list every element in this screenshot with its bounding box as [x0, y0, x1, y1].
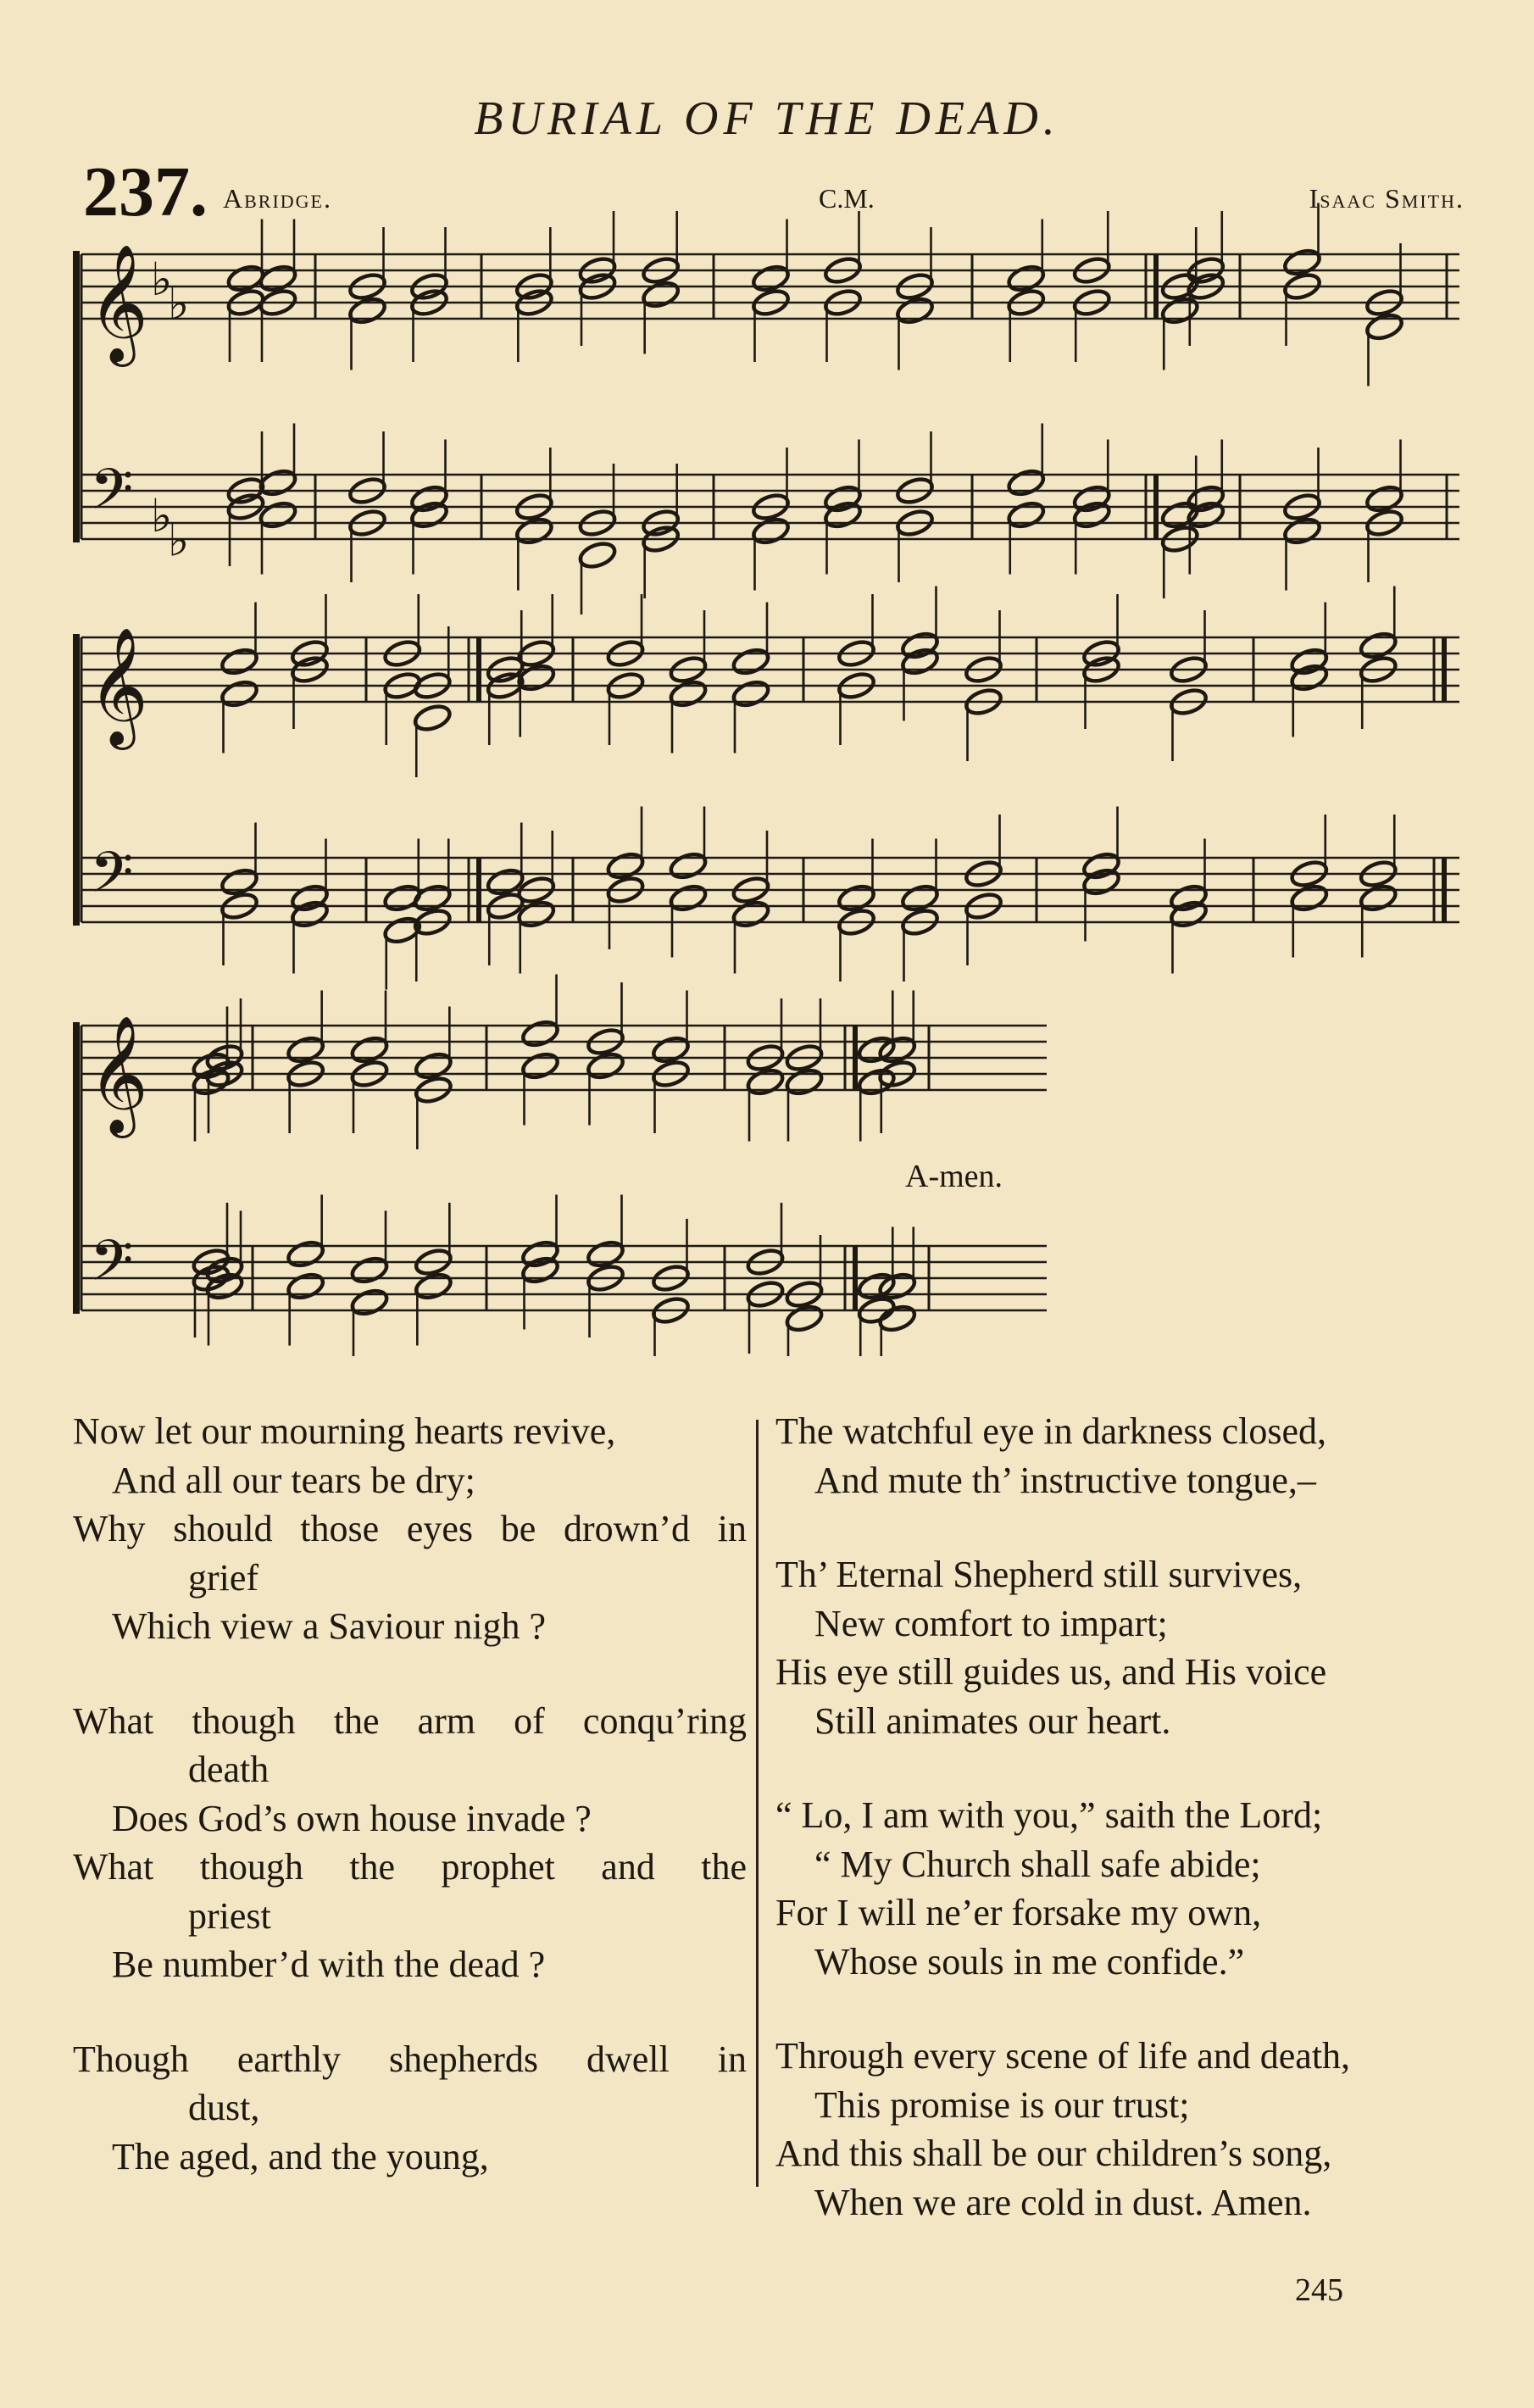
half-note — [1282, 247, 1323, 278]
verse-line: And mute th’ instructive tongue,– — [814, 1459, 1316, 1501]
half-note — [1289, 662, 1330, 693]
column-divider — [756, 1420, 759, 2187]
half-note — [520, 1254, 561, 1286]
half-note — [347, 295, 388, 326]
bass-clef: 𝄢 — [90, 457, 134, 536]
half-note — [751, 515, 792, 547]
half-note — [349, 1034, 390, 1065]
verse-line: What though the prophet and the — [73, 1846, 747, 1888]
half-note — [220, 866, 260, 898]
half-note — [1071, 499, 1112, 531]
flat-sign: ♭ — [151, 253, 173, 306]
half-note — [605, 850, 646, 881]
stanza — [775, 1791, 1462, 1986]
half-note — [577, 540, 618, 571]
half-note — [1289, 882, 1330, 914]
half-note — [1358, 630, 1398, 661]
verse-line: Th’ Eternal Shepherd still survives, — [775, 1554, 1303, 1595]
verse-line: This promise is our trust; — [814, 2083, 1190, 2126]
half-note — [1006, 499, 1047, 531]
half-note — [745, 1066, 786, 1098]
verses-left-column — [73, 1407, 747, 2227]
half-note — [784, 1066, 825, 1098]
half-note — [784, 1303, 825, 1334]
half-note — [258, 263, 298, 294]
half-note — [856, 1066, 897, 1098]
half-note — [286, 1271, 326, 1302]
half-note — [877, 1303, 918, 1334]
verses-right-column — [775, 1407, 1462, 2272]
verse-line: grief — [188, 1556, 259, 1599]
flat-sign: ♭ — [168, 276, 190, 331]
composer-name: Isaac Smith. — [1309, 183, 1465, 214]
half-note — [668, 882, 709, 914]
half-note — [731, 646, 771, 677]
half-note — [413, 1271, 453, 1302]
half-note — [220, 678, 260, 709]
half-note — [895, 295, 936, 326]
stanza — [73, 1697, 747, 1989]
half-note — [258, 467, 298, 498]
hymn-meter: C.M. — [819, 183, 875, 214]
half-note — [220, 646, 260, 677]
stanza — [73, 2035, 747, 2182]
verse-line: The watchful eye in darkness closed, — [775, 1410, 1326, 1452]
half-note — [1006, 263, 1047, 294]
half-note — [586, 1238, 626, 1270]
verse-line: Does God’s own house invade ? — [112, 1797, 592, 1839]
half-note — [836, 882, 877, 914]
half-note — [668, 678, 709, 709]
half-note — [349, 1287, 390, 1318]
stanza — [775, 1550, 1462, 1745]
verse-line: When we are cold in dust. Amen. — [814, 2181, 1312, 2223]
flat-sign: ♭ — [168, 513, 190, 567]
verse-line: Though earthly shepherds dwell in — [73, 2038, 747, 2080]
half-note — [204, 1271, 245, 1302]
verse-line: The aged, and the young, — [112, 2135, 489, 2177]
bass-clef: 𝄢 — [90, 840, 134, 919]
bass-clef: 𝄢 — [90, 1228, 134, 1307]
half-note — [1358, 882, 1398, 914]
verse-line: Whose souls in me confide.” — [814, 1940, 1245, 1983]
verse-line: And this shall be our children’s song, — [775, 2133, 1332, 2174]
verse-line: For I will ne’er forsake my own, — [775, 1892, 1262, 1933]
verse-line: death — [188, 1749, 270, 1790]
half-note — [1169, 898, 1209, 930]
verse-line: “ My Church shall safe abide; — [814, 1843, 1261, 1885]
tune-name: Abridge. — [223, 183, 332, 214]
half-note — [823, 499, 864, 531]
half-note — [409, 499, 450, 531]
half-note — [641, 279, 681, 310]
half-note — [290, 898, 331, 930]
verse-line: dust, — [188, 2087, 260, 2128]
half-note — [751, 263, 792, 294]
half-note — [413, 1050, 453, 1082]
half-note — [1364, 483, 1405, 514]
half-note — [1159, 295, 1200, 326]
flat-sign: ♭ — [151, 489, 173, 542]
verse-line: Be number’d with the dead ? — [112, 1944, 546, 1985]
verse-line: New comfort to impart; — [814, 1602, 1168, 1644]
half-note — [286, 1034, 326, 1065]
stanza — [775, 2032, 1462, 2227]
half-note — [731, 898, 771, 930]
half-note — [1006, 467, 1047, 498]
verse-line: priest — [188, 1894, 271, 1937]
treble-clef: 𝄞 — [88, 627, 148, 745]
half-note — [514, 515, 554, 547]
half-note — [520, 1018, 561, 1049]
verse-line: Why should those eyes be drown’d in — [73, 1508, 747, 1549]
amen-label: A-men. — [905, 1159, 1003, 1194]
half-note — [520, 1050, 561, 1082]
half-note — [731, 678, 771, 709]
verse-line: “ Lo, I am with you,” saith the Lord; — [775, 1794, 1323, 1836]
stanza — [775, 1407, 1462, 1504]
verse-line: And all our tears be dry; — [112, 1459, 475, 1501]
verse-line: Through every scene of life and death, — [775, 2035, 1351, 2077]
stanza — [73, 1407, 747, 1651]
page-number: 245 — [1295, 2272, 1343, 2308]
verse-line: Still animates our heart. — [814, 1699, 1171, 1742]
half-note — [349, 1254, 390, 1286]
half-note — [668, 850, 709, 881]
half-note — [1081, 866, 1122, 898]
half-note — [900, 882, 941, 914]
treble-clef: 𝄞 — [88, 1015, 148, 1133]
verse-line: His eye still guides us, and His voice — [775, 1651, 1327, 1693]
half-note — [412, 703, 453, 734]
half-note — [286, 1238, 326, 1270]
verse-line: Now let our mourning hearts revive, — [73, 1410, 616, 1452]
hymn-number: 237. — [83, 153, 208, 231]
half-note — [651, 1034, 692, 1065]
verse-line: Which view a Saviour nigh ? — [112, 1605, 546, 1647]
treble-clef: 𝄞 — [88, 244, 148, 362]
half-note — [900, 646, 941, 677]
half-note — [1282, 515, 1323, 547]
half-note — [1364, 311, 1405, 342]
verse-line: What though the arm of conqu’ring — [73, 1699, 747, 1742]
running-head: BURIAL OF THE DEAD. — [474, 92, 1060, 145]
half-note — [586, 1050, 626, 1082]
